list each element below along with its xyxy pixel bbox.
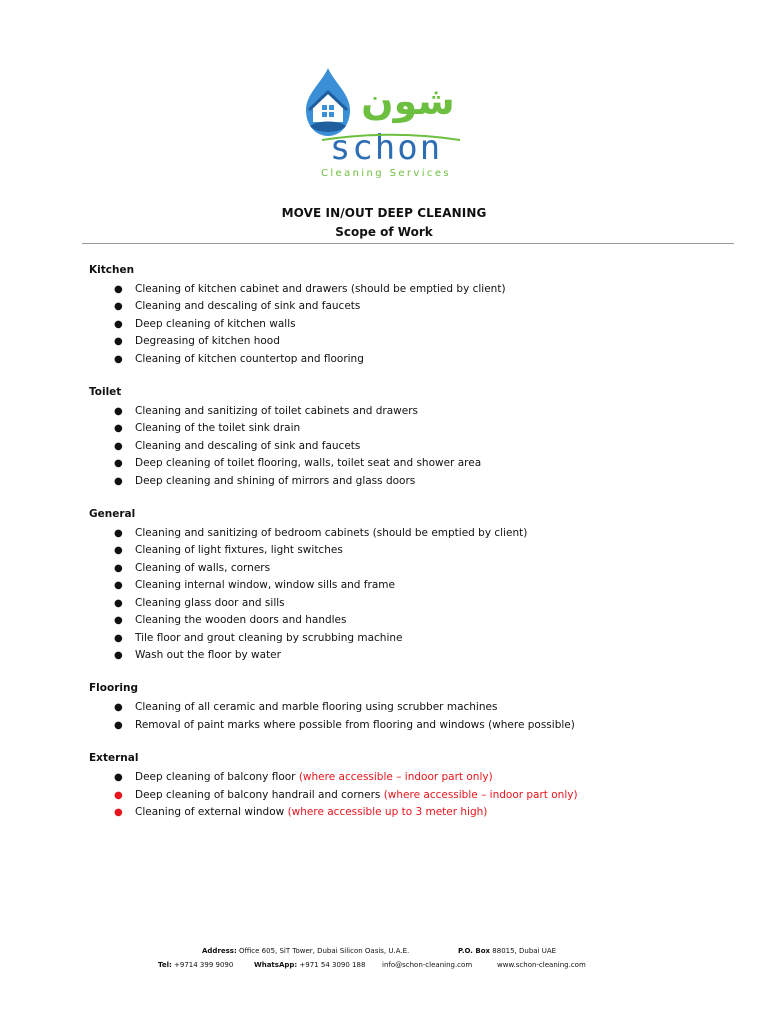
item-text: Deep cleaning and shining of mirrors and glass doors (135, 474, 416, 487)
pobox-value: 88015, Dubai UAE (490, 947, 557, 955)
bullet-icon: ● (114, 301, 123, 313)
company-logo (300, 64, 470, 182)
section-flooring (89, 680, 739, 734)
section-title: Flooring (89, 682, 138, 695)
list-item (89, 542, 739, 559)
tel-label: Tel: (158, 961, 172, 969)
section-external (89, 750, 739, 821)
list-item (89, 403, 739, 420)
address-label: Address: (202, 947, 237, 955)
item-note: (where accessible – indoor part only) (383, 788, 578, 801)
bullet-icon: ● (114, 318, 123, 330)
bullet-icon: ● (114, 632, 123, 644)
list-item (89, 787, 739, 804)
item-text: Cleaning internal window, window sills and frame (135, 579, 395, 592)
list-item (89, 420, 739, 437)
address-value: Office 605, SiT Tower, Dubai Silicon Oasis, U.A.E. (236, 947, 410, 955)
item-text: Cleaning and sanitizing of bedroom cabinets (should be emptied by client) (135, 527, 528, 540)
list-item (89, 455, 739, 472)
list-item (89, 333, 739, 350)
list-item (89, 647, 739, 664)
section-kitchen (89, 262, 739, 368)
list-item (89, 316, 739, 333)
item-note: (where accessible up to 3 meter high) (287, 805, 488, 818)
document-title: MOVE IN/OUT DEEP CLEANING (281, 206, 487, 220)
section-title: Kitchen (89, 264, 135, 276)
section-title: Toilet (89, 386, 122, 399)
tel-value: +9714 399 9090 (171, 961, 234, 969)
bullet-icon: ● (114, 580, 123, 592)
list-item (89, 804, 739, 821)
item-text: Removal of paint marks where possible from flooring and windows (where possible) (135, 718, 575, 731)
bullet-icon: ● (114, 475, 123, 487)
bullet-icon: ● (114, 284, 123, 295)
bullet-icon: ● (114, 719, 123, 731)
list-item (89, 717, 739, 734)
list-item (89, 560, 739, 577)
bullet-icon: ● (114, 406, 123, 418)
item-text: Cleaning the wooden doors and handles (135, 614, 347, 627)
footer-whatsapp (254, 961, 365, 969)
section-title: External (89, 752, 139, 765)
list-item (89, 525, 739, 542)
item-text: Cleaning and sanitizing of toilet cabinets and drawers (135, 405, 418, 418)
bullet-icon: ● (114, 615, 123, 627)
bullet-icon: ● (114, 649, 123, 661)
logo-tagline: Cleaning Services (321, 168, 451, 179)
item-text: Cleaning of light fixtures, light switches (135, 544, 343, 557)
footer-pobox (458, 947, 556, 955)
list-item (89, 595, 739, 612)
bullet-icon: ● (114, 336, 123, 348)
item-text: Deep cleaning of balcony floor (135, 771, 299, 784)
item-text: Cleaning of external window (135, 805, 288, 818)
item-text: Cleaning glass door and sills (135, 596, 285, 609)
bullet-icon: ● (114, 423, 123, 435)
external-list (89, 769, 739, 821)
item-text: Cleaning of walls, corners (135, 561, 271, 574)
item-text: Cleaning and descaling of sink and faucets (135, 439, 361, 452)
item-text: Cleaning and descaling of sink and faucets (135, 300, 361, 313)
item-text: Degreasing of kitchen hood (135, 335, 280, 348)
list-item (89, 630, 739, 647)
bullet-icon: ● (114, 458, 123, 470)
bullet-icon: ● (114, 545, 123, 557)
pobox-label: P.O. Box (458, 947, 491, 955)
footer-tel (158, 961, 233, 969)
whatsapp-label: WhatsApp: (254, 961, 298, 969)
list-item (89, 577, 739, 594)
bullet-icon: ● (114, 772, 123, 784)
footer-email-link[interactable]: info@schon-cleaning.com (382, 961, 473, 969)
list-item (89, 612, 739, 629)
bullet-icon: ● (114, 789, 123, 801)
logo-arabic: شون (361, 79, 455, 123)
item-text: Cleaning of kitchen cabinet and drawers (should be emptied by client) (135, 283, 506, 295)
bullet-icon: ● (114, 806, 123, 818)
list-item (89, 298, 739, 315)
item-text: Deep cleaning of toilet flooring, walls, toilet seat and shower area (135, 457, 482, 470)
list-item (89, 351, 739, 368)
item-text: Tile floor and grout cleaning by scrubbing machine (135, 631, 403, 644)
flooring-list (89, 699, 739, 734)
list-item (89, 281, 739, 298)
whatsapp-value: +971 54 3090 188 (297, 961, 366, 969)
footer-website-link[interactable]: www.schon-cleaning.com (497, 961, 586, 969)
kitchen-list (89, 281, 739, 368)
bullet-icon: ● (114, 528, 123, 540)
bullet-icon: ● (114, 440, 123, 452)
item-text: Wash out the floor by water (135, 648, 281, 661)
item-text: Cleaning of the toilet sink drain (135, 422, 301, 435)
bullet-icon: ● (114, 597, 123, 609)
footer-address (202, 947, 409, 955)
section-title: General (89, 508, 136, 521)
heading-divider (82, 243, 734, 244)
item-text: Deep cleaning of balcony handrail and corners (135, 788, 384, 801)
logo-brand: schon (329, 128, 443, 168)
logo-graphic (300, 64, 470, 182)
bullet-icon: ● (114, 562, 123, 574)
scope-content (89, 262, 739, 837)
item-text: Cleaning of kitchen countertop and flooring (135, 352, 364, 365)
section-toilet (89, 384, 739, 490)
section-general (89, 506, 739, 664)
item-text: Deep cleaning of kitchen walls (135, 317, 296, 330)
document-subtitle: Scope of Work (335, 225, 433, 239)
list-item (89, 769, 739, 786)
list-item (89, 473, 739, 490)
item-text: Cleaning of all ceramic and marble flooring using scrubber machines (135, 701, 498, 714)
item-note: (where accessible – indoor part only) (298, 771, 493, 784)
bullet-icon: ● (114, 702, 123, 714)
list-item (89, 699, 739, 716)
toilet-list (89, 403, 739, 490)
bullet-icon: ● (114, 353, 123, 365)
general-list (89, 525, 739, 664)
list-item (89, 438, 739, 455)
